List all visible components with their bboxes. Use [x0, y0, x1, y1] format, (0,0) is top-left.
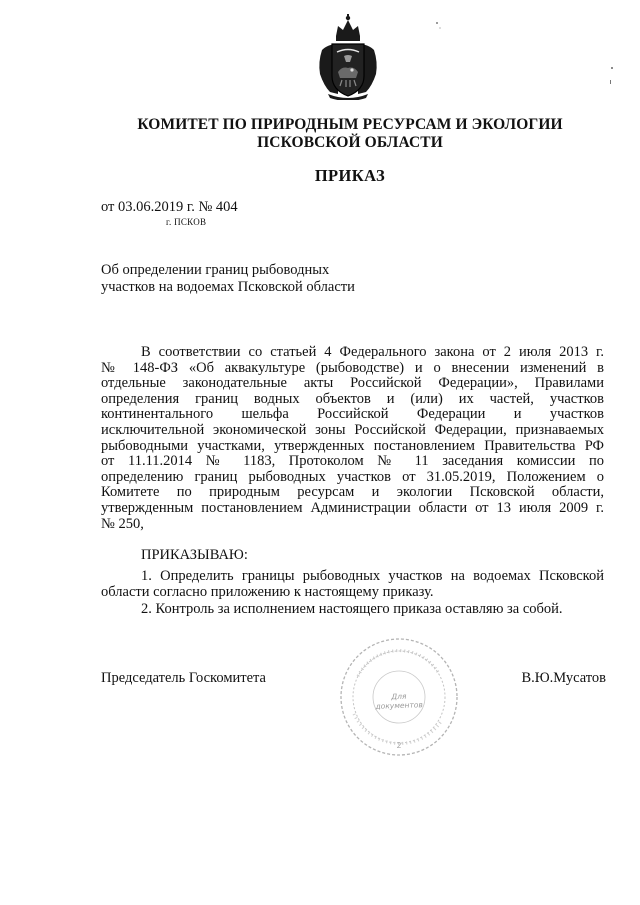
body-line: № 250, [101, 515, 144, 532]
order-date-number: от 03.06.2019 г. № 404 [101, 199, 238, 215]
order-item-2: 2. Контроль за исполнением настоящего приказа оставляю за собой. [141, 600, 563, 617]
body-line: исключительной экономической зоны Российской Федерации, признаваемых [101, 421, 604, 438]
order-item-1: 1. Определить границы рыбоводных участков на водоемах Псковской [141, 568, 604, 584]
body-line: рыбоводными участками, утвержденных постановлением Правительства РФ [101, 437, 604, 454]
body-line: № 148-ФЗ «Об аквакультуре (рыбоводстве) и о внесении изменений в [101, 359, 604, 376]
body-line: Комитете по природным ресурсам и экологии Псковской области, [101, 484, 604, 501]
order-subject [101, 262, 355, 296]
subject-line: участков на водоемах Псковской области [101, 279, 355, 295]
body-line: утвержденным постановлением Администрации области от 13 июля 2009 г. [101, 499, 604, 516]
subject-line: Об определении границ рыбоводных [101, 262, 330, 278]
stamp-inscription: Для документов [375, 691, 423, 711]
order-item-1-continued: области согласно приложению к настоящему приказу. [101, 583, 434, 600]
body-line: В соответствии со статьей 4 Федерального закона от 2 июля 2013 г. [141, 344, 604, 360]
order-items [101, 569, 604, 617]
document-type-title: ПРИКАЗ [314, 166, 386, 185]
body-line: отдельные законодательные акты Российской Федерации», Правилами [101, 375, 604, 392]
body-line: определения границ водных объектов и (или) их частей, участков [101, 390, 604, 407]
coat-of-arms-icon [316, 14, 380, 100]
preamble-paragraph [101, 345, 604, 532]
order-city: г. ПСКОВ [166, 217, 207, 227]
committee-name-line1: КОМИТЕТ ПО ПРИРОДНЫМ РЕСУРСАМ И ЭКОЛОГИИ [137, 116, 563, 133]
body-line: континентального шельфа Российской Федерации и участков [101, 406, 604, 423]
body-line: определению границ рыбоводных участков от 31.05.2019, Положением о [101, 468, 604, 485]
order-directive-heading: ПРИКАЗЫВАЮ: [141, 547, 248, 563]
signatory-position: Председатель Госкомитета [101, 670, 266, 686]
committee-name-line2: ПСКОВСКОЙ ОБЛАСТИ [257, 134, 443, 151]
signatory-name: В.Ю.Мусатов [521, 670, 606, 686]
svg-text:2: 2 [396, 741, 402, 750]
body-line: от 11.11.2014 № 1183, Протоколом № 11 заседания комиссии по [101, 453, 604, 470]
